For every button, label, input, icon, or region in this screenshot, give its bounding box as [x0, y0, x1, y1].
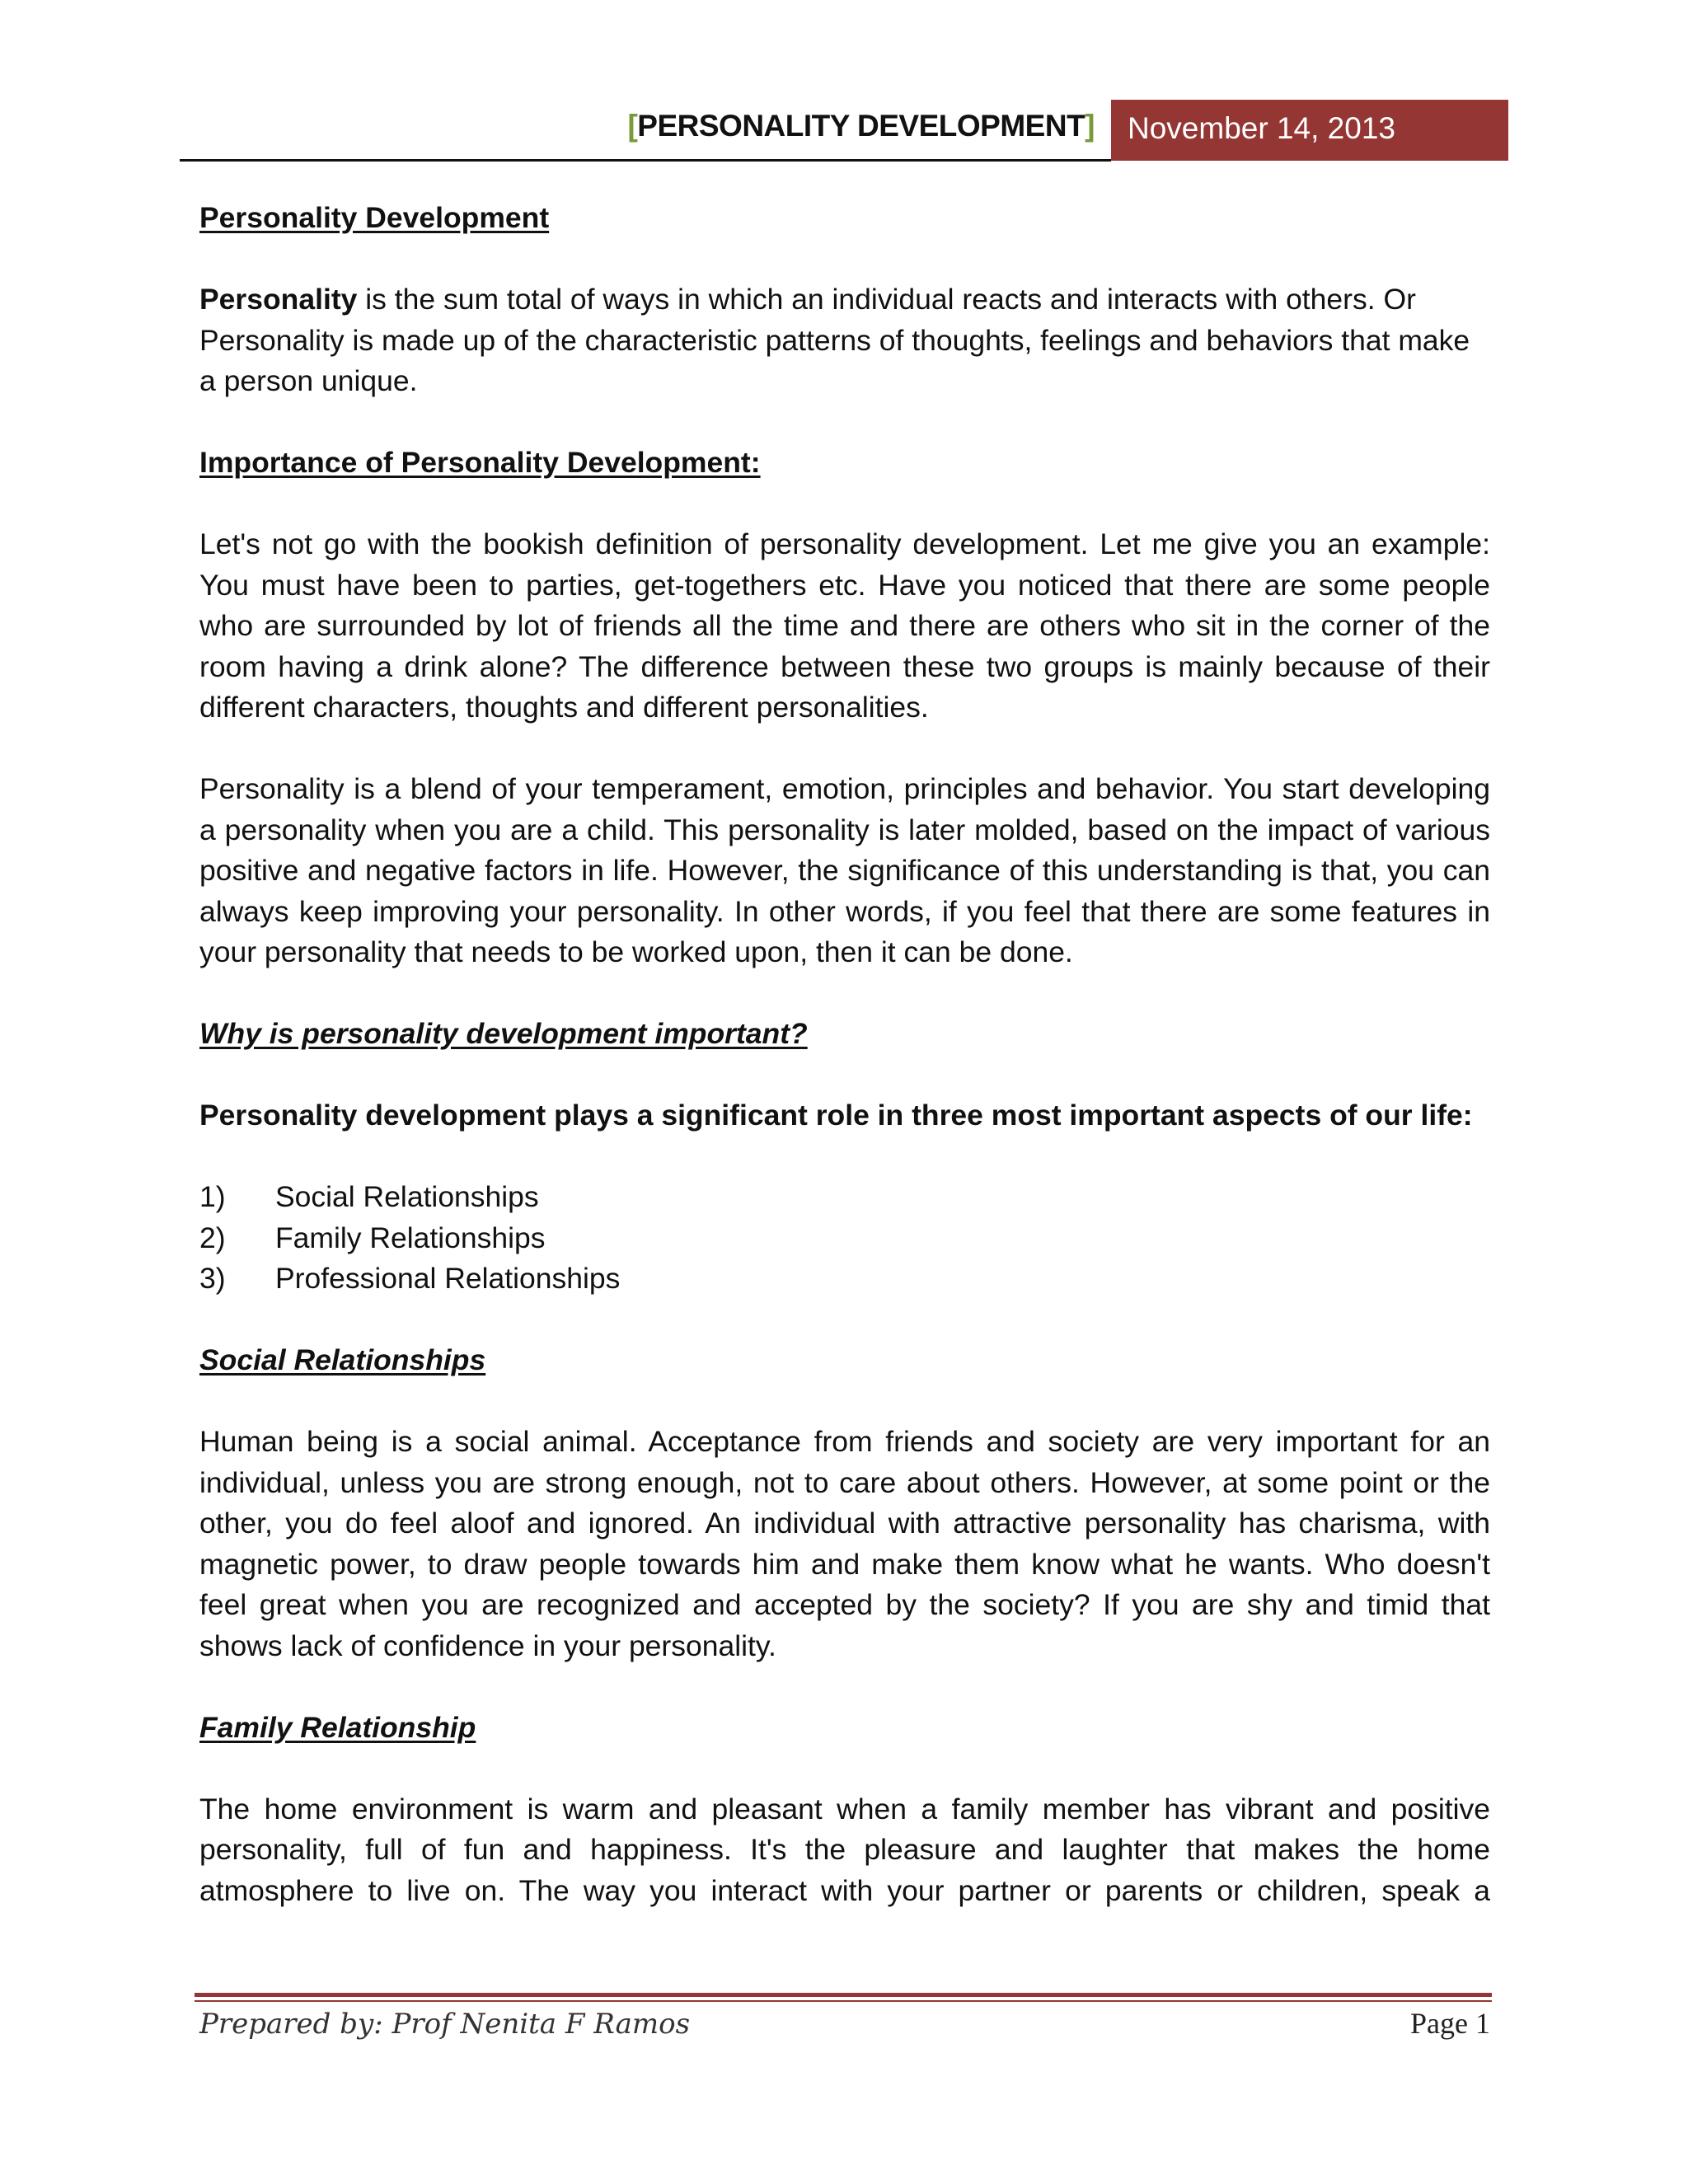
header-bracket-open: [	[627, 109, 638, 143]
intro-term: Personality	[199, 283, 358, 316]
paragraph-example: Let's not go with the bookish definition of personality development. Let me give you an example: You must have been to parties, get-togethers etc. Have you noticed that there are some people who are surrounded by lot of friends all the time and there are others who sit in the corner of the room having a drink alone? The difference between these two groups is mainly because of their different characters, thoughts and different personalities.	[199, 527, 1490, 724]
importance-heading: Importance of Personality Development:	[199, 446, 761, 479]
list-label: Professional Relationships	[275, 1262, 621, 1295]
footer-rule-thin	[195, 2000, 1492, 2002]
why-heading: Why is personality development important?	[199, 1017, 808, 1050]
header-bracket-close: ]	[1085, 109, 1095, 143]
header-rule	[180, 159, 1111, 162]
list-item	[199, 1258, 1490, 1300]
list-number: 3)	[199, 1262, 226, 1295]
document-body	[199, 198, 1490, 1911]
social-paragraph: Human being is a social animal. Acceptance from friends and society are very important for an individual, unless you are strong enough, not to care about others. However, at some point or the other, you do feel aloof and ignored. An individual with attractive personality has charisma, with magnetic power, to draw people towards him and make them know what he wants. Who doesn't feel great when you are recognized and accepted by the society? If you are shy and timid that shows lack of confidence in your personality.	[199, 1425, 1490, 1662]
list-number: 2)	[199, 1221, 226, 1254]
intro-text: is the sum total of ways in which an individual reacts and interacts with others. Or Personality is made up of the characteristic patterns of thoughts, feelings and behaviors that make a person unique.	[199, 283, 1470, 397]
list-item	[199, 1177, 1490, 1218]
footer-prepared-by: Prepared by: Prof Nenita F Ramos	[199, 2008, 691, 2041]
page-heading: Personality Development	[199, 201, 550, 234]
footer-rule-thick	[195, 1993, 1492, 1997]
family-heading: Family Relationship	[199, 1710, 476, 1744]
social-heading: Social Relationships	[199, 1343, 486, 1376]
footer-page-number: Page 1	[1410, 2007, 1490, 2040]
paragraph-blend: Personality is a blend of your temperament, emotion, principles and behavior. You start developing a personality when you are a child. This personality is later molded, based on the impact of various positive and negative factors in life. However, the significance of this understanding is that, you can always keep improving your personality. In other words, if you feel that there are some features in your personality that needs to be worked upon, then it can be done.	[199, 772, 1490, 968]
header-title-text: PERSONALITY DEVELOPMENT	[637, 109, 1085, 143]
list-label: Family Relationships	[275, 1221, 546, 1254]
list-number: 1)	[199, 1180, 226, 1213]
family-paragraph: The home environment is warm and pleasant when a family member has vibrant and positive personality, full of fun and happiness. It's the pleasure and laughter that makes the home atmosphere to live on. The way you interact with your partner or parents or children, speak a	[199, 1792, 1490, 1907]
role-statement: Personality development plays a significant role in three most important aspects of our life:	[199, 1099, 1473, 1132]
list-item	[199, 1218, 1490, 1259]
header-title	[495, 109, 1095, 143]
intro-paragraph	[199, 279, 1490, 402]
list-label: Social Relationships	[275, 1180, 539, 1213]
header-date: November 14, 2013	[1111, 100, 1508, 161]
